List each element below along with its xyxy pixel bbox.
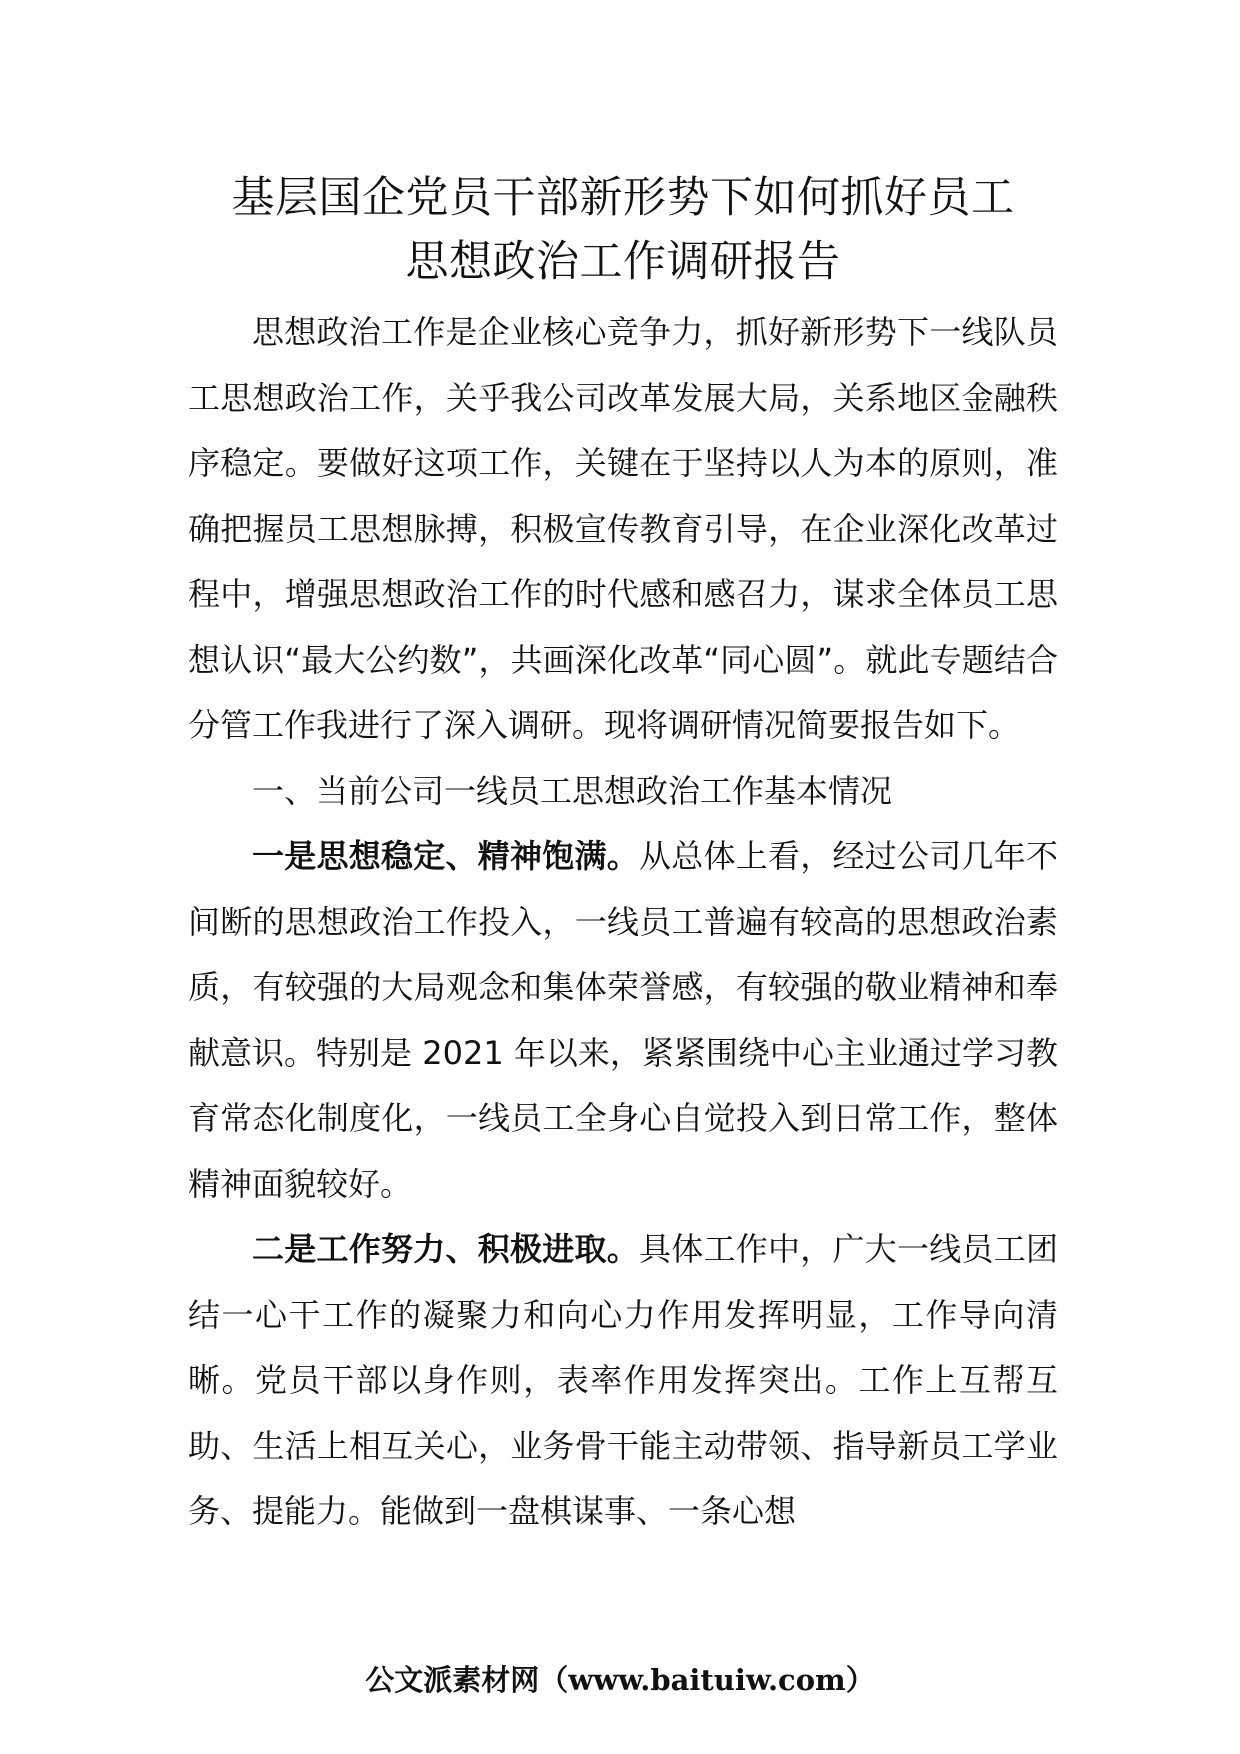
- intro-paragraph: 思想政治工作是企业核心竞争力，抓好新形势下一线队员工思想政治工作，关乎我公司改革发展大局，关系地区金融秩序稳定。要做好这项工作，关键在于坚持以人为本的原则，准确把握员工思想脉搏，积极宣传教育引导，在企业深化改革过程中，增强思想政治工作的时代感和感召力，谋求全体员工思想认识“最大公约数”，共画深化改革“同心圆”。就此专题结合分管工作我进行了深入调研。现将调研情况简要报告如下。: [188, 313, 1058, 744]
- point-2-lead: 二是工作努力、积极进取。: [252, 1230, 639, 1268]
- document-title-line-2: 思想政治工作调研报告: [405, 237, 841, 287]
- point-2-paragraph: [188, 1217, 1058, 1545]
- point-2-text: 具体工作中，广大一线员工团结一心干工作的凝聚力和向心力作用发挥明显，工作导向清晰。党员干部以身作则，表率作用发挥突出。工作上互帮互助、生活上相互关心，业务骨干能主动带领、指导新员工学业务、提能力。能做到一盘棋谋事、一条心想: [188, 1230, 1058, 1530]
- point-1-lead: 一是思想稳定、精神饱满。: [252, 837, 639, 875]
- document-body: [188, 300, 1058, 1545]
- document-title-line-1: 基层国企党员干部新形势下如何抓好员工: [231, 173, 1015, 223]
- section-heading: 一、当前公司一线员工思想政治工作基本情况: [252, 771, 893, 810]
- document-page: [188, 166, 1058, 1545]
- point-1-paragraph: [188, 824, 1058, 1217]
- document-title: [188, 166, 1058, 294]
- footer-watermark: 公文派素材网（www.baituiw.com）: [365, 1663, 875, 1697]
- point-1-text: 从总体上看，经过公司几年不间断的思想政治工作投入，一线员工普遍有较高的思想政治素质，有较强的大局观念和集体荣誉感，有较强的敬业精神和奉献意识。特别是 2021 年以来，紧紧围绕中心主业通过学习教育常态化制度化，一线员工全身心自觉投入到日常工作，整体精神面貌较好。: [188, 837, 1058, 1203]
